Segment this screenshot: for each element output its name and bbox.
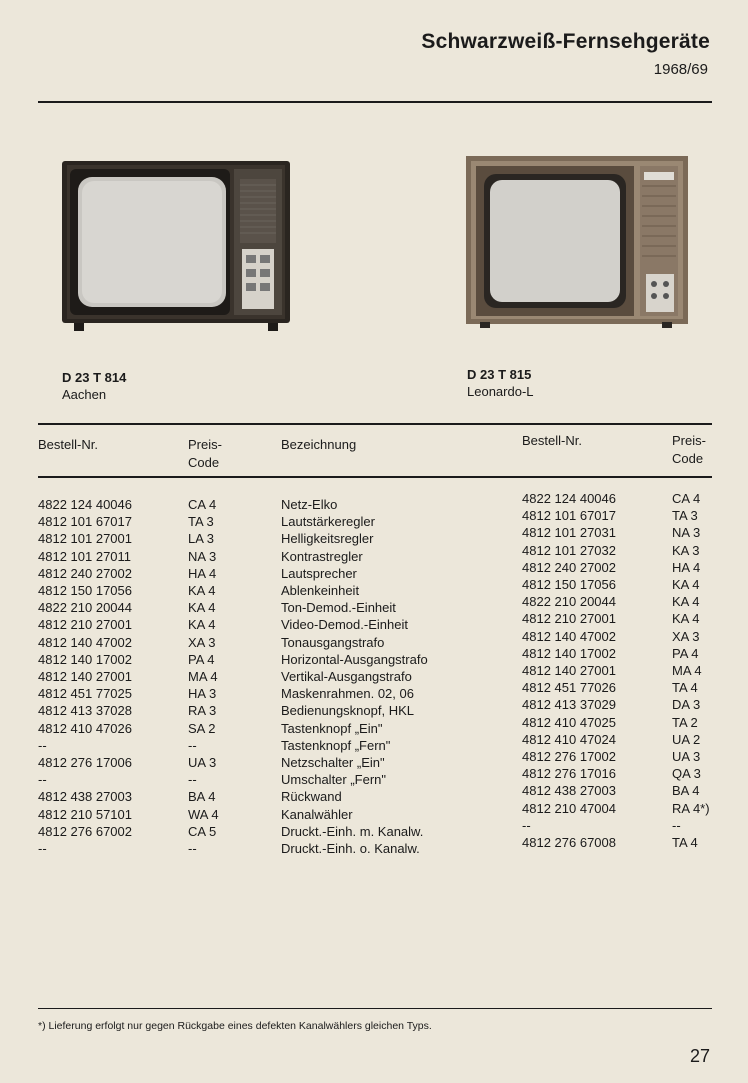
table-cell-left-price-code: BA 4: [188, 789, 216, 805]
table-cell-right-order-no: 4812 451 77026: [522, 680, 616, 696]
table-cell-right-price-code: QA 3: [672, 766, 701, 782]
header-divider: [38, 101, 712, 103]
header-right-order-no: Bestell-Nr.: [522, 433, 582, 448]
table-cell-right-price-code: TA 3: [672, 508, 698, 524]
table-cell-description: Netz-Elko: [281, 497, 338, 512]
table-cell-description: Netzschalter „Ein": [281, 755, 385, 770]
table-cell-right-order-no: 4812 276 17002: [522, 749, 616, 764]
table-cell-description: Rückwand: [281, 789, 342, 805]
table-cell-left-price-code: KA 4: [188, 583, 216, 598]
table-cell-right-order-no: 4812 140 47002: [522, 628, 616, 644]
table-cell-right-price-code: UA 2: [672, 731, 701, 747]
table-cell-right-price-code: KA 4: [672, 611, 700, 627]
table-cell-description: Druckt.-Einh. m. Kanalw.: [281, 823, 424, 839]
header-left-price-code: Preis- Code: [188, 437, 222, 470]
table-cell-left-order-no: 4812 410 47026: [38, 720, 132, 736]
table-cell-left-order-no: --: [38, 737, 47, 753]
table-cell-description: Ton-Demod.-Einheit: [281, 600, 396, 616]
table-cell-description: Tonausgangstrafo: [281, 634, 385, 650]
table-cell-description: Helligkeitsregler: [281, 531, 374, 547]
table-cell-description: Video-Demod.-Einheit: [281, 617, 408, 633]
model-year: 1968/69: [653, 61, 708, 78]
header-right-price-code: Preis- Code: [672, 433, 706, 466]
table-cell-right-order-no: --: [522, 817, 531, 833]
table-cell-right-price-code: TA 2: [672, 714, 698, 730]
table-cell-left-price-code: UA 3: [188, 755, 217, 770]
table-cell-left-price-code: MA 4: [188, 669, 218, 684]
table-cell-left-order-no: 4812 451 77025: [38, 686, 132, 702]
table-cell-right-price-code: KA 3: [672, 542, 700, 558]
table-cell-right-order-no: 4812 101 27031: [522, 525, 616, 541]
table-header-divider: [38, 476, 712, 478]
table-cell-left-order-no: --: [38, 841, 47, 856]
table-cell-right-price-code: TA 4: [672, 680, 698, 696]
table-cell-right-price-code: KA 4: [672, 577, 700, 592]
table-cell-left-price-code: PA 4: [188, 651, 215, 667]
table-cell-right-price-code: HA 4: [672, 559, 701, 575]
table-cell-left-order-no: 4822 124 40046: [38, 497, 132, 512]
table-cell-left-order-no: 4812 240 27002: [38, 565, 132, 581]
table-cell-description: Lautstärkeregler: [281, 514, 375, 530]
table-cell-right-order-no: 4812 410 47025: [522, 714, 616, 730]
table-cell-right-price-code: MA 4: [672, 663, 702, 678]
footer-divider: [38, 1008, 712, 1009]
table-cell-left-order-no: 4812 150 17056: [38, 583, 132, 598]
table-cell-right-price-code: BA 4: [672, 783, 700, 799]
table-cell-right-price-code: --: [672, 817, 681, 833]
table-cell-right-price-code: DA 3: [672, 697, 701, 713]
table-cell-left-price-code: XA 3: [188, 634, 216, 650]
table-cell-right-price-code: NA 3: [672, 525, 701, 541]
table-cell-right-order-no: 4822 124 40046: [522, 491, 616, 506]
table-cell-left-price-code: WA 4: [188, 806, 219, 822]
table-cell-left-price-code: --: [188, 737, 197, 753]
table-cell-right-order-no: 4812 101 67017: [522, 508, 616, 524]
table-cell-description: Maskenrahmen. 02, 06: [281, 686, 414, 702]
model-name-aachen: Aachen: [62, 387, 107, 402]
table-cell-right-order-no: 4812 210 27001: [522, 611, 616, 627]
table-cell-left-price-code: SA 2: [188, 720, 216, 736]
table-cell-left-order-no: 4812 140 27001: [38, 669, 132, 684]
table-cell-description: Lautsprecher: [281, 565, 357, 581]
table-cell-right-order-no: 4812 413 37029: [522, 697, 616, 713]
table-cell-right-price-code: RA 4*): [672, 800, 710, 816]
page-title: Schwarzweiß-Fernsehgeräte: [421, 30, 710, 53]
table-cell-left-price-code: CA 5: [188, 823, 217, 839]
table-cell-left-order-no: --: [38, 772, 47, 788]
model-code-aachen: D 23 T 814: [62, 370, 127, 385]
table-cell-description: Horizontal-Ausgangstrafo: [281, 651, 428, 667]
table-cell-right-order-no: 4812 276 67008: [522, 835, 616, 850]
table-cell-description: Tastenknopf „Fern": [281, 737, 391, 753]
table-cell-left-order-no: 4812 438 27003: [38, 789, 132, 805]
table-cell-left-price-code: TA 3: [188, 514, 214, 530]
table-cell-right-order-no: 4812 140 17002: [522, 645, 616, 661]
table-cell-left-order-no: 4812 101 27011: [38, 548, 132, 564]
header-left-order-no: Bestell-Nr.: [38, 437, 98, 452]
table-cell-right-order-no: 4812 210 47004: [522, 800, 616, 816]
table-cell-left-order-no: 4812 101 27001: [38, 531, 132, 547]
table-cell-description: Bedienungsknopf, HKL: [281, 703, 414, 719]
table-cell-description: Vertikal-Ausgangstrafo: [281, 669, 412, 684]
table-cell-left-order-no: 4812 210 27001: [38, 617, 132, 633]
table-cell-left-price-code: CA 4: [188, 497, 217, 512]
tv-leonardo-image: [466, 156, 690, 328]
model-name-leonardo: Leonardo-L: [467, 384, 534, 399]
table-cell-right-order-no: 4812 140 27001: [522, 663, 616, 678]
table-cell-left-price-code: --: [188, 772, 197, 788]
table-cell-left-price-code: LA 3: [188, 531, 215, 547]
table-cell-right-price-code: CA 4: [672, 491, 701, 506]
table-cell-right-price-code: PA 4: [672, 645, 699, 661]
tv-aachen-image: [62, 157, 292, 335]
table-cell-description: Druckt.-Einh. o. Kanalw.: [281, 841, 420, 856]
table-cell-left-order-no: 4812 276 67002: [38, 823, 132, 839]
table-cell-left-order-no: 4822 210 20044: [38, 600, 132, 616]
table-cell-right-order-no: 4812 276 17016: [522, 766, 616, 782]
table-cell-right-price-code: XA 3: [672, 628, 700, 644]
table-cell-right-order-no: 4812 150 17056: [522, 577, 616, 592]
table-cell-left-price-code: KA 4: [188, 600, 216, 616]
table-cell-left-order-no: 4812 101 67017: [38, 514, 132, 530]
model-code-leonardo: D 23 T 815: [467, 367, 532, 382]
table-cell-left-order-no: 4812 276 17006: [38, 755, 132, 770]
table-cell-description: Kanalwähler: [281, 806, 353, 822]
table-cell-right-price-code: KA 4: [672, 594, 700, 610]
header-description: Bezeichnung: [281, 437, 357, 452]
table-cell-description: Tastenknopf „Ein": [281, 720, 383, 736]
table-cell-right-order-no: 4812 438 27003: [522, 783, 616, 799]
table-cell-description: Ablenkeinheit: [281, 583, 360, 598]
table-cell-left-price-code: NA 3: [188, 548, 217, 564]
table-cell-left-order-no: 4812 210 57101: [38, 806, 132, 822]
table-cell-right-order-no: 4812 101 27032: [522, 542, 616, 558]
table-cell-left-order-no: 4812 140 47002: [38, 634, 132, 650]
table-cell-left-price-code: --: [188, 841, 197, 856]
table-cell-left-price-code: HA 3: [188, 686, 217, 702]
table-cell-right-price-code: TA 4: [672, 835, 698, 850]
table-cell-description: Umschalter „Fern": [281, 772, 387, 788]
table-cell-description: Kontrastregler: [281, 548, 363, 564]
table-cell-left-order-no: 4812 140 17002: [38, 651, 132, 667]
table-cell-right-price-code: UA 3: [672, 749, 701, 764]
table-cell-right-order-no: 4822 210 20044: [522, 594, 616, 610]
table-cell-left-price-code: RA 3: [188, 703, 217, 719]
table-cell-left-order-no: 4812 413 37028: [38, 703, 132, 719]
table-cell-right-order-no: 4812 410 47024: [522, 731, 616, 747]
table-cell-left-price-code: KA 4: [188, 617, 216, 633]
table-cell-right-order-no: 4812 240 27002: [522, 559, 616, 575]
table-top-divider: [38, 423, 712, 425]
table-cell-left-price-code: HA 4: [188, 565, 217, 581]
page-number: 27: [689, 1046, 710, 1066]
footnote: *) Lieferung erfolgt nur gegen Rückgabe eines defekten Kanalwählers gleichen Typs.: [38, 1020, 432, 1032]
